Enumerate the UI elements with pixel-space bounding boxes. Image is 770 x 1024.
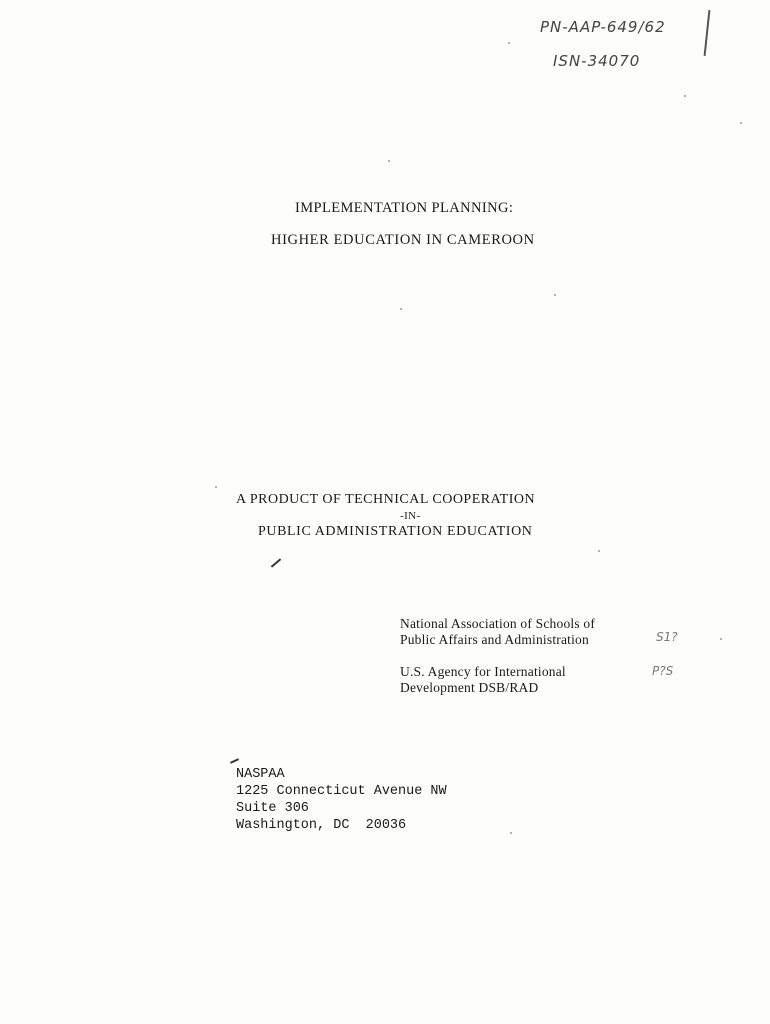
scan-speck [554,294,556,296]
scan-speck [215,486,217,488]
scan-speck [598,550,600,552]
org1-line2: Public Affairs and Administration [400,632,589,647]
organization-naspaa [400,616,595,648]
scan-speck [684,95,686,97]
address-line-4 [236,817,447,834]
title-line-2: HIGHER EDUCATION IN CAMEROON [271,232,535,248]
org2-line2: Development DSB/RAD [400,680,539,695]
handwritten-stroke [704,10,711,56]
scan-speck [510,832,512,834]
pen-mark-address [230,758,239,764]
address-line-3: Suite 306 [236,801,309,816]
organization-usaid [400,664,566,696]
scan-speck [508,42,510,44]
mailing-address [236,766,447,834]
scan-speck [720,638,722,640]
margin-note-2: P?S [652,664,674,678]
pen-mark [271,558,281,567]
product-line-1: A PRODUCT OF TECHNICAL COOPERATION [236,492,536,507]
address-city: Washington, DC [236,818,350,833]
address-line-1: NASPAA [236,767,285,782]
handwritten-doc-number: PN-AAP-649/62 [540,18,666,36]
product-line-3: PUBLIC ADMINISTRATION EDUCATION [258,524,533,539]
margin-note-1: S1? [656,630,678,644]
product-line-2: -IN- [400,510,421,522]
scan-speck [388,160,390,162]
handwritten-isn-number: ISN-34070 [553,52,641,70]
scan-speck [400,308,402,310]
scan-speck [740,122,742,124]
org1-line1: National Association of Schools of [400,616,596,631]
address-line-2: 1225 Connecticut Avenue NW [236,784,447,799]
org2-line1: U.S. Agency for International [400,664,566,679]
address-zip: 20036 [365,818,407,833]
title-line-1: IMPLEMENTATION PLANNING: [295,200,514,216]
